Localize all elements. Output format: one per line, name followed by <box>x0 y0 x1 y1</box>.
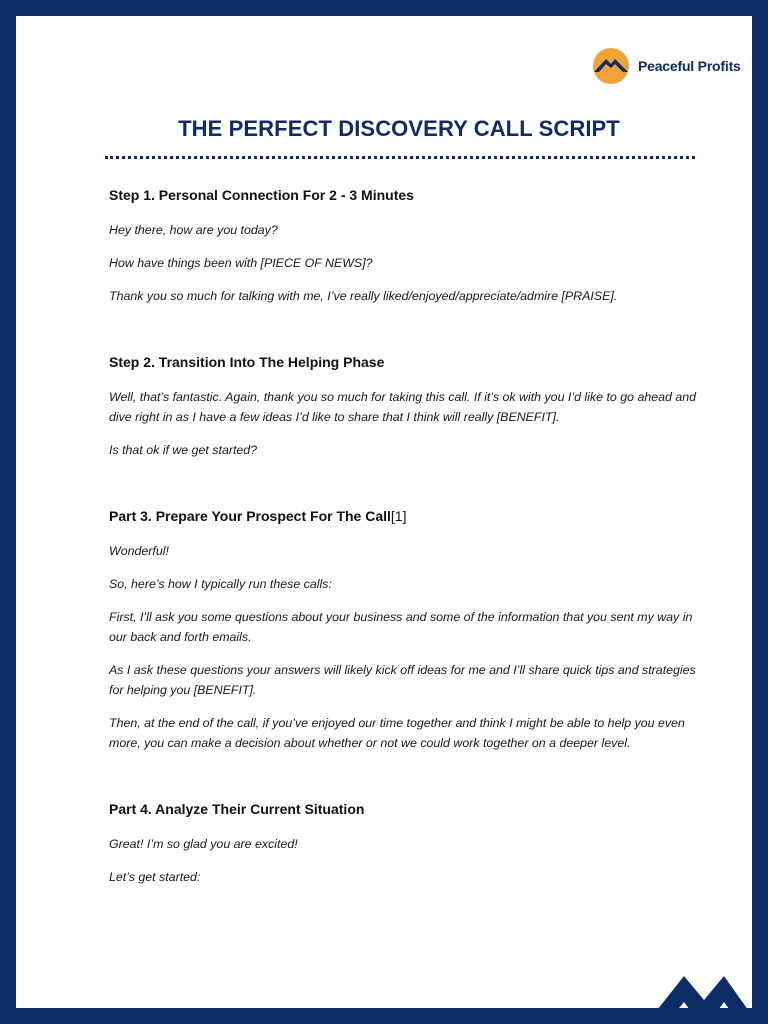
mountain-logo-icon <box>592 47 630 85</box>
section-heading: Step 1. Personal Connection For 2 - 3 Minutes <box>109 187 414 203</box>
section-step-2 <box>109 353 709 460</box>
mountain-corner-icon <box>646 966 758 1024</box>
section-part-4 <box>109 800 709 887</box>
brand-logo <box>592 47 741 85</box>
brand-name: Peaceful Profits <box>638 58 741 74</box>
dotted-divider <box>105 156 695 159</box>
section-part-3 <box>109 507 709 753</box>
script-line: So, here’s how I typically run these calls: <box>109 577 332 591</box>
script-line: Well, that’s fantastic. Again, thank you so much for taking this call. If it’s ok with you I’d like to go ahead and dive right in as I have a few ideas I’d like to share that I think will really [BENEFIT]. <box>109 390 697 424</box>
script-line: Wonderful! <box>109 544 169 558</box>
script-line: Hey there, how are you today? <box>109 223 278 237</box>
section-heading-text: Part 3. Prepare Your Prospect For The Call <box>109 508 391 524</box>
script-line: Then, at the end of the call, if you’ve enjoyed our time together and think I might be able to help you even more, you can make a decision about whether or not we could work together on a deeper level. <box>109 716 685 750</box>
section-heading: Part 4. Analyze Their Current Situation <box>109 801 365 817</box>
script-line: Great! I’m so glad you are excited! <box>109 837 298 851</box>
section-heading: Step 2. Transition Into The Helping Phase <box>109 354 385 370</box>
script-line: Let’s get started: <box>109 870 201 884</box>
script-line: As I ask these questions your answers will likely kick off ideas for me and I’ll share quick tips and strategies for helping you [BENEFIT]. <box>109 663 696 697</box>
script-line: Is that ok if we get started? <box>109 443 258 457</box>
section-heading <box>109 507 709 526</box>
script-content <box>109 186 709 887</box>
script-line: Thank you so much for talking with me, I’ve really liked/enjoyed/appreciate/admire [PRAISE]. <box>109 289 618 303</box>
footnote-link[interactable]: [1] <box>390 508 407 524</box>
script-line: How have things been with [PIECE OF NEWS]? <box>109 256 373 270</box>
script-line: First, I’ll ask you some questions about your business and some of the information that you sent my way in our back and forth emails. <box>109 610 693 644</box>
page-title: THE PERFECT DISCOVERY CALL SCRIPT <box>178 116 620 141</box>
section-step-1 <box>109 186 709 306</box>
